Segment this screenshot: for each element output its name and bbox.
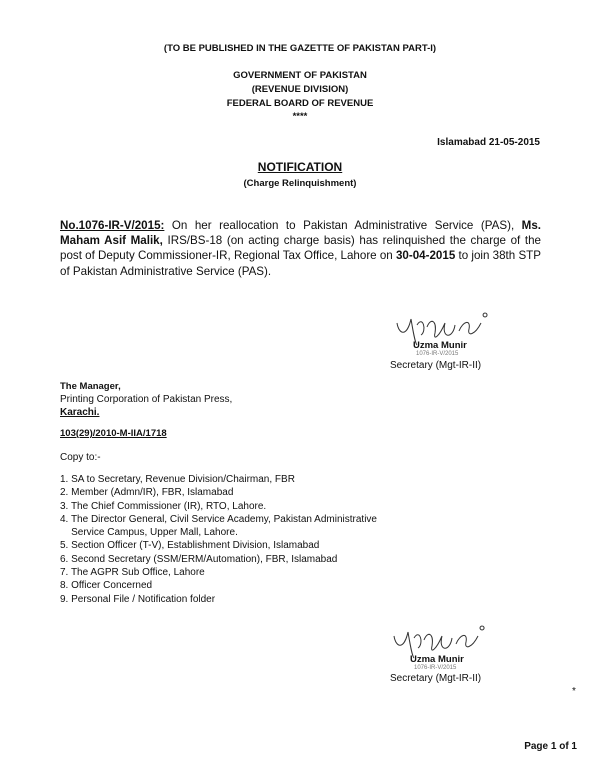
signature-stamp: 1076-IR-V/2015 bbox=[414, 665, 457, 671]
relinquish-date: 30-04-2015 bbox=[395, 249, 456, 263]
govt-heading: GOVERNMENT OF PAKISTAN bbox=[233, 70, 367, 81]
list-item: 9. Personal File / Notification folder bbox=[60, 593, 216, 605]
addressee-city: Karachi. bbox=[60, 407, 100, 418]
place-date: Islamabad 21-05-2015 bbox=[437, 137, 540, 148]
gazette-note: (TO BE PUBLISHED IN THE GAZETTE OF PAKISTAN PART-I) bbox=[163, 43, 437, 54]
reference-number: 103(29)/2010-M-IIA/1718 bbox=[60, 428, 167, 439]
division-heading: (REVENUE DIVISION) bbox=[251, 84, 349, 95]
signatory-designation: Secretary (Mgt-IR-II) bbox=[390, 673, 482, 684]
signatory-designation: Secretary (Mgt-IR-II) bbox=[390, 360, 482, 371]
list-item: 2. Member (Admn/IR), FBR, Islamabad bbox=[60, 487, 234, 499]
copy-to-label: Copy to:- bbox=[60, 452, 101, 463]
stars-divider: **** bbox=[292, 111, 308, 122]
asterisk: * bbox=[572, 686, 576, 697]
signatory-name: Uzma Munir bbox=[413, 340, 467, 351]
notification-title: NOTIFICATION bbox=[257, 160, 343, 174]
list-item: 5. Section Officer (T-V), Establishment Division, Islamabad bbox=[60, 540, 320, 552]
list-item: Service Campus, Upper Mall, Lahore. bbox=[60, 527, 238, 539]
addressee-org: Printing Corporation of Pakistan Press, bbox=[60, 394, 233, 405]
notification-number: No.1076-IR-V/2015: bbox=[60, 219, 165, 232]
board-heading: FEDERAL BOARD OF REVENUE bbox=[226, 98, 374, 109]
notification-body: No.1076-IR-V/2015: On her reallocation to Pakistan Administrative Service (PAS), Ms. Maham Asif Malik, IRS/BS-18 (on acting charge basis) has relinquished the charge of the post of Deputy Commissioner-IR, Regional Tax Office, Lahore on 30-04-2015 to join 38th STP of Pakistan Administrative Service (PAS). bbox=[60, 219, 541, 278]
officer-name: Ms. Maham Asif Malik, bbox=[60, 219, 541, 248]
page-number: Page 1 of 1 bbox=[524, 741, 577, 752]
list-item: 7. The AGPR Sub Office, Lahore bbox=[60, 567, 205, 579]
signature-stamp: 1076-IR-V/2015 bbox=[416, 351, 459, 357]
list-item: 1. SA to Secretary, Revenue Division/Chairman, FBR bbox=[60, 474, 295, 485]
list-item: 6. Second Secretary (SSM/ERM/Automation), FBR, Islamabad bbox=[60, 553, 338, 565]
signatory-name: Uzma Munir bbox=[410, 654, 464, 665]
list-item: 4. The Director General, Civil Service Academy, Pakistan Administrative bbox=[60, 513, 377, 525]
list-item: 8. Officer Concerned bbox=[60, 580, 153, 592]
copy-list bbox=[60, 473, 377, 606]
addressee-title: The Manager, bbox=[60, 381, 121, 392]
notification-subtitle: (Charge Relinquishment) bbox=[243, 178, 357, 189]
list-item: 3. The Chief Commissioner (IR), RTO, Lahore. bbox=[60, 500, 267, 512]
